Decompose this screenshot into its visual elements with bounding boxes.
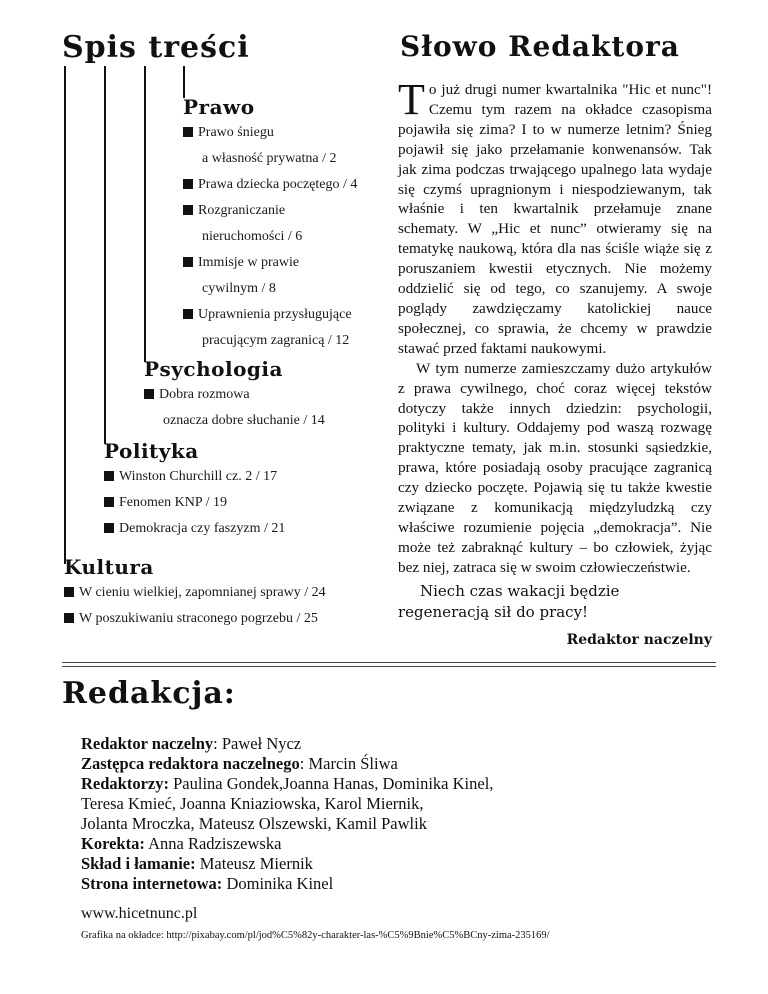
toc-entry[interactable] (183, 172, 357, 198)
toc-connector-prawo (183, 66, 185, 98)
bullet-square-icon (183, 309, 193, 319)
staff-label: Strona internetowa: (81, 874, 223, 893)
toc-title: Spis treści (62, 30, 250, 65)
toc-entry-title: Fenomen KNP / 19 (119, 495, 227, 510)
section-heading-prawo: Prawo (183, 95, 255, 119)
bullet-square-icon (104, 523, 114, 533)
section-heading-kultura: Kultura (64, 555, 154, 579)
staff-label: Redaktorzy: (81, 774, 169, 793)
bullet-square-icon (104, 471, 114, 481)
staff-value: Anna Radziszewska (144, 834, 282, 853)
toc-connector-kultura (64, 66, 66, 564)
section-prawo-list (183, 120, 357, 354)
bullet-square-icon (104, 497, 114, 507)
staff-label: Skład i łamanie: (81, 854, 196, 873)
editorial-paragraph: W tym numerze zamieszczamy dużo artykułów z prawa cywilnego, choć coraz więcej tekstów dotyczy także innych dziedzin: psychologii, polityki i kultury. Oddajemy pod waszą rozwagę praktyczne tematy, jak m.in. stosunki sąsiedzkie, prawa, które posiadają osoby pracujące zagranicą czy dziecko poczęte. Pojawią się tu także kwestie związane z komunikacją międzyludzką czy właściwe rozumienie pojęcia „demokracja”. Nie może też zabraknąć kultury – bo człowiek, żyjąc bez niej, zatraca się w swoim człowieczeństwie. (398, 359, 712, 576)
toc-entry-title: Immisje w prawie (198, 255, 300, 270)
toc-entry[interactable] (64, 580, 326, 606)
toc-entry[interactable] (104, 490, 285, 516)
toc-entry[interactable] (183, 198, 357, 250)
toc-entry-title: Uprawnienia przysługujące (198, 307, 352, 322)
staff-value: Mateusz Miernik (195, 854, 313, 873)
bullet-square-icon (64, 613, 74, 623)
bullet-square-icon (144, 389, 154, 399)
staff-value: Dominika Kinel (222, 874, 334, 893)
toc-entry-title: Dobra rozmowa (159, 387, 250, 402)
toc-entry-title: Prawa dziecka poczętego / 4 (198, 177, 358, 192)
toc-entry[interactable] (104, 464, 285, 490)
separator-line (62, 666, 716, 667)
toc-entry[interactable] (104, 516, 285, 542)
editorial-paragraph-text: o już drugi numer kwartalnika "Hic et nunc"! Czemu tym razem na okładce czasopisma pojawiła się zima? I to w numerze letnim? Śnieg pojawił się jako przełamanie konwenansów. Tak jak zima podczas trwającego upalnego lata wydaje się czymś upragnionym i niespodziewanym, tak właśnie i ten kwartalnik przełamuje znane schematy. W „Hic et nunc” otwieramy się na tematykę naukową, która dla nas ściśle wiąże się z poruszaniem kwestii etycznych. Nie możemy oddzielić się od tego, co szanujemy. A swoje poglądy zawdzięczamy katolickiej nauce społecznej, co sprawia, że chcemy w prawdzie stawać przed faktami naukowymi. (398, 81, 712, 357)
staff-row-continued: Jolanta Mroczka, Mateusz Olszewski, Kamil Pawlik (81, 814, 427, 833)
section-heading-psychologia: Psychologia (144, 357, 283, 381)
staff-row (81, 874, 721, 894)
toc-entry-continuation: a własność prywatna / 2 (202, 151, 337, 166)
section-polityka-list (104, 464, 285, 542)
bullet-square-icon (183, 179, 193, 189)
bullet-square-icon (183, 127, 193, 137)
toc-entry-continuation: pracującym zagranicą / 12 (202, 333, 350, 348)
toc-entry[interactable] (183, 302, 357, 354)
staff-row (81, 854, 721, 874)
cover-credit: Grafika na okładce: http://pixabay.com/pl/jod%C5%82y-charakter-las-%C5%9Bnie%C5%BCny-zima-235169/ (81, 930, 550, 941)
toc-entry-continuation: nieruchomości / 6 (202, 229, 303, 244)
staff-label: Zastępca redaktora naczelnego (81, 754, 300, 773)
section-psychologia-list (144, 382, 325, 434)
staff-value: : Marcin Śliwa (299, 754, 398, 773)
staff-row-continued: Teresa Kmieć, Joanna Kniaziowska, Karol Miernik, (81, 794, 424, 813)
toc-connector-psychologia (144, 66, 146, 362)
bullet-square-icon (183, 257, 193, 267)
editorial-signature: Redaktor naczelny (566, 631, 712, 648)
toc-entry[interactable] (183, 120, 357, 172)
toc-entry[interactable] (64, 606, 326, 632)
toc-entry[interactable] (144, 382, 325, 434)
section-heading-polityka: Polityka (104, 439, 199, 463)
toc-entry-title: Rozgraniczanie (198, 203, 286, 218)
staff-row (81, 734, 721, 754)
toc-entry-title: Demokracja czy faszyzm / 21 (119, 521, 286, 536)
staff-row (81, 834, 721, 854)
staff-label: Redaktor naczelny (81, 734, 214, 753)
toc-connector-polityka (104, 66, 106, 444)
staff-title: Redakcja: (62, 676, 236, 711)
staff-list (81, 734, 721, 894)
toc-entry-title: Prawo śniegu (198, 125, 274, 140)
editorial-closing: Niech czas wakacji będzie regeneracją sił do pracy! (398, 581, 620, 621)
staff-label: Korekta: (81, 834, 145, 853)
staff-value: Paulina Gondek,Joanna Hanas, Dominika Kinel, (168, 774, 494, 793)
website-link[interactable]: www.hicetnunc.pl (81, 905, 198, 922)
drop-cap: T (398, 75, 425, 124)
editorial-body (398, 75, 712, 651)
editorial-title: Słowo Redaktora (400, 30, 680, 63)
section-kultura-list (64, 580, 326, 632)
separator-line (62, 662, 716, 663)
staff-row (81, 774, 721, 794)
staff-value: : Paweł Nycz (213, 734, 302, 753)
editorial-paragraph (398, 75, 712, 359)
bullet-square-icon (64, 587, 74, 597)
toc-entry-title: W cieniu wielkiej, zapomnianej sprawy / 24 (79, 585, 326, 600)
toc-entry-continuation: cywilnym / 8 (202, 281, 276, 296)
staff-row (81, 754, 721, 774)
bullet-square-icon (183, 205, 193, 215)
toc-entry-title: Winston Churchill cz. 2 / 17 (119, 469, 278, 484)
toc-entry[interactable] (183, 250, 357, 302)
toc-entry-title: W poszukiwaniu straconego pogrzebu / 25 (79, 611, 318, 626)
toc-entry-continuation: oznacza dobre słuchanie / 14 (163, 413, 325, 428)
